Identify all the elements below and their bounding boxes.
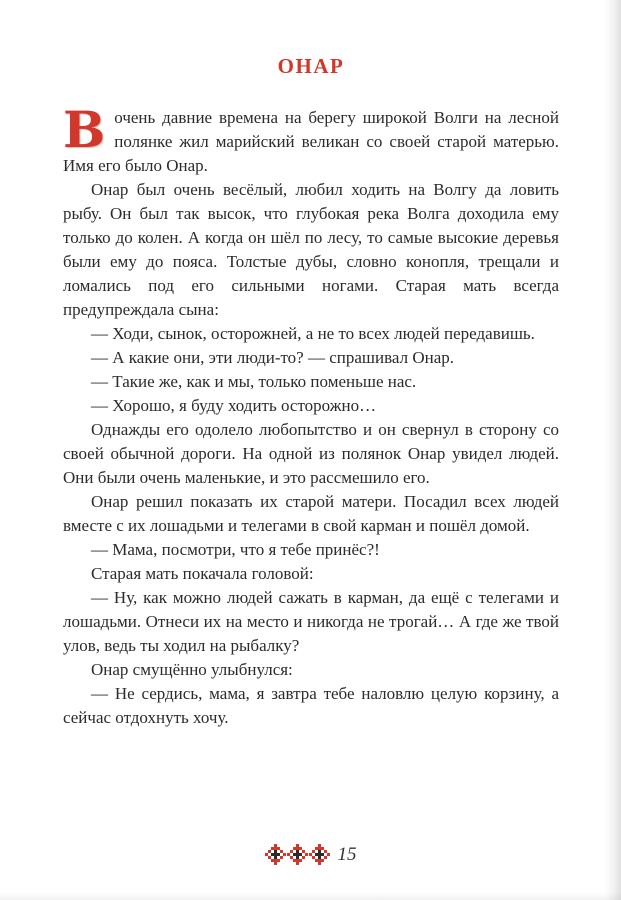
paragraph: Старая мать покачала головой: (91, 564, 314, 583)
paragraph-dialogue: — Ну, как можно людей сажать в карман, да ещё с телегами и лошадьми. Отнеси их на место и никогда не трогай… А где же твой улов, ведь ты ходил на рыбалку? (63, 588, 559, 655)
paragraph-first (63, 100, 559, 178)
drop-cap-letter: В (63, 100, 106, 159)
paragraph-dialogue: — Не сердись, мама, я завтра тебе наловлю целую корзину, а сейчас отдохнуть хочу. (63, 684, 559, 727)
page-content (0, 54, 621, 730)
mari-embroidery-ornament-icon (265, 844, 330, 866)
page-title: ОНАР (277, 54, 345, 78)
paragraph-dialogue: — А какие они, эти люди-то? — спрашивал Онар. (91, 348, 455, 367)
story-text (63, 100, 559, 730)
paragraph: Однажды его одолело любопытство и он свернул в сторону со своей обычной дороги. На одной из полянок Онар увидел людей. Они были очень маленькие, и это рассмешило его. (63, 420, 559, 487)
scan-bottom-shadow (0, 892, 621, 900)
paragraph-dialogue: — Мама, посмотри, что я тебе принёс?! (91, 540, 380, 559)
page-footer (0, 844, 621, 866)
page-number: 15 (337, 844, 357, 865)
paragraph-dialogue: — Такие же, как и мы, только поменьше нас. (91, 372, 417, 391)
paragraph-dialogue: — Хорошо, я буду ходить осторожно… (91, 396, 377, 415)
paragraph: Онар был очень весёлый, любил ходить на Волгу да ловить рыбу. Он был так высок, что глубокая река Волга доходила ему только до колен. А когда он шёл по лесу, то самые высокие деревья были ему до пояса. Толстые дубы, словно конопля, трещали и ломались под его сильными ногами. Старая мать всегда предупреждала сына: (63, 180, 559, 319)
paragraph-text: очень давние времена на берегу широкой Волги на лесной полянке жил марийский великан со своей старой матерью. Имя его было Онар. (63, 108, 559, 175)
paragraph: Онар смущённо улыбнулся: (91, 660, 293, 679)
paragraph-dialogue: — Ходи, сынок, осторожней, а не то всех людей передавишь. (91, 324, 535, 343)
paragraph: Онар решил показать их старой матери. Посадил всех людей вместе с их лошадьми и телегами в свой карман и пошёл домой. (63, 492, 559, 535)
